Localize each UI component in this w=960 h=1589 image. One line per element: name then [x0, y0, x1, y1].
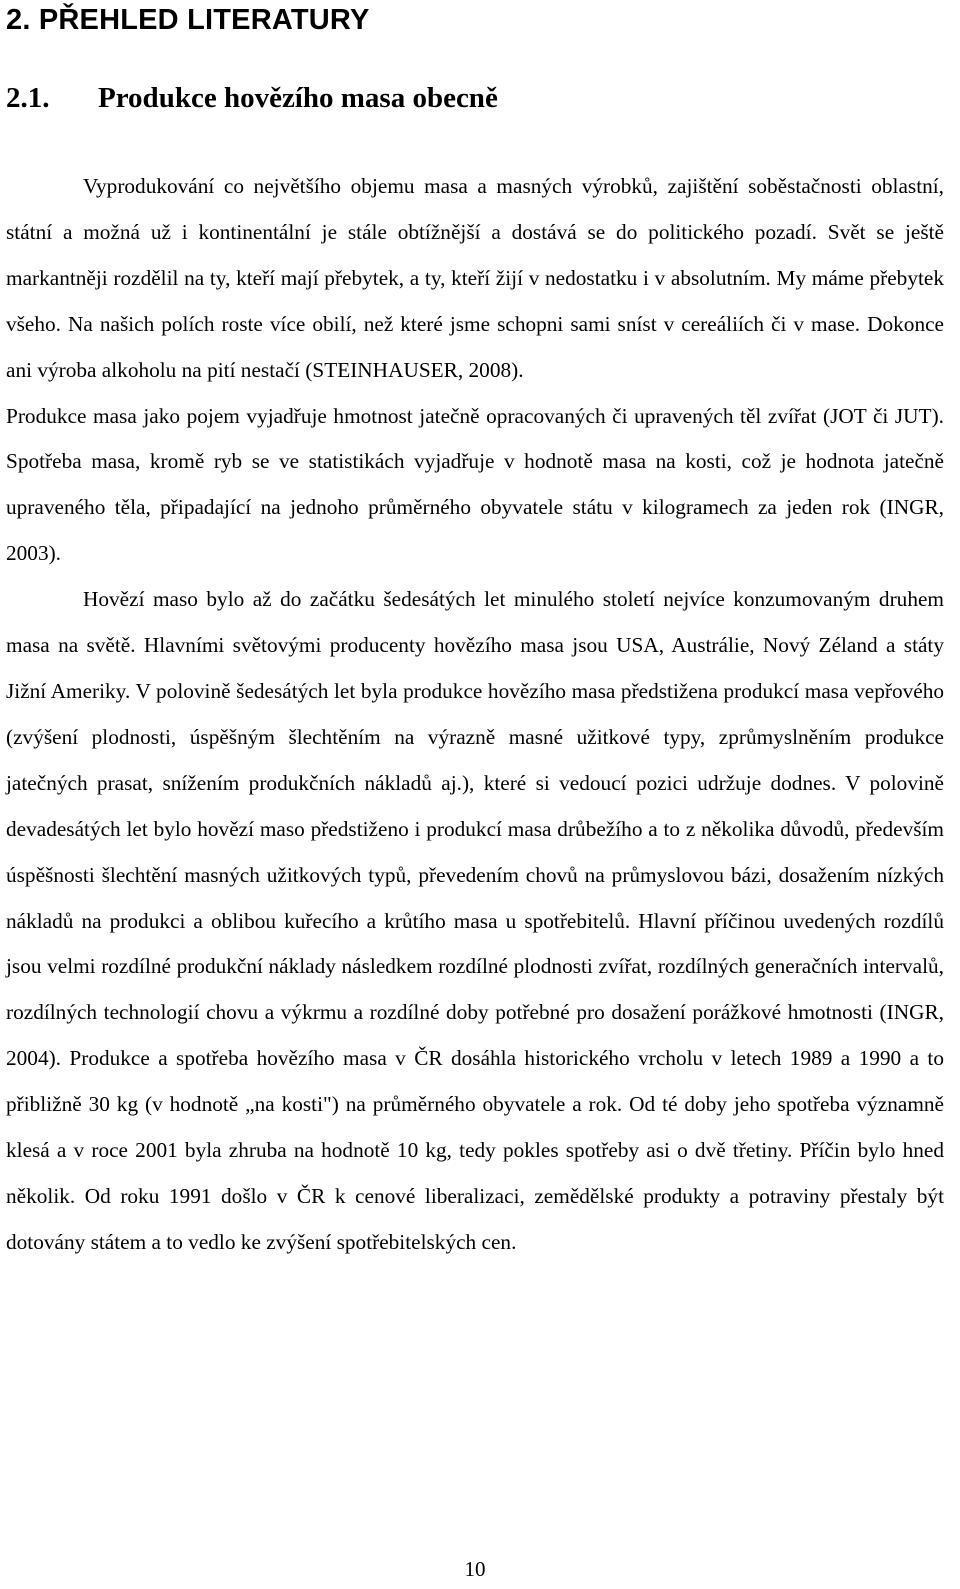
chapter-heading: 2. PŘEHLED LITERATURY: [6, 4, 370, 36]
paragraph-beef-history: Hovězí maso bylo až do začátku šedesátých let minulého století nejvíce konzumovaným druhem masa na světě. Hlavními světovými producenty hovězího masa jsou USA, Austrálie, Nový Zéland a státy Jižní Ameriky. V polovině šedesátých let byla produkce hovězího masa předstižena produkcí masa vepřového (zvýšení plodnosti, úspěšným šlechtěním na výrazně masné užitkové typy, zprůmyslněním produkce jatečných prasat, snížením produkčních nákladů aj.), které si vedoucí pozici udržuje dodnes. V polovině devadesátých let bylo hovězí maso předstiženo i produkcí masa drůbežího a to z několika důvodů, především úspěšnosti šlechtění masných užitkových typů, převedením chovů na průmyslovou bázi, dosažením nízkých nákladů na produkci a oblibou kuřecího a krůtího masa u spotřebitelů. Hlavní příčinou uvedených rozdílů jsou velmi rozdílné produkční náklady následkem rozdílné plodnosti zvířat, rozdílných generačních intervalů, rozdílných technologií chovu a výkrmu a rozdílné doby potřebné pro dosažení porážkové hmotnosti (INGR, 2004). Produkce a spotřeba hovězího masa v ČR dosáhla historického vrcholu v letech 1989 a 1990 a to přibližně 30 kg (v hodnotě „na kosti") na průměrného obyvatele a rok. Od té doby jeho spotřeba významně klesá a v roce 2001 byla zhruba na hodnotě 10 kg, tedy pokles spotřeby asi o dvě třetiny. Příčin bylo hned několik. Od roku 1991 došlo v ČR k cenové liberalizaci, zemědělské produkty a potraviny přestaly být dotovány státem a to vedlo ke zvýšení spotřebitelských cen.: [6, 587, 944, 1254]
paragraph-meat-production-definition: Produkce masa jako pojem vyjadřuje hmotnost jatečně opracovaných či upravených těl zvířat (JOT či JUT). Spotřeba masa, kromě ryb se ve statistikách vyjadřuje v hodnotě masa na kosti, což je hodnota jatečně upraveného těla, připadající na jednoho průměrného obyvatele státu v kilogramech za jeden rok (INGR, 2003).: [6, 403, 944, 566]
section-number: 2.1.: [6, 82, 50, 114]
section-title: Produkce hovězího masa obecně: [98, 82, 498, 114]
paragraph-intro: Vyprodukování co největšího objemu masa a masných výrobků, zajištění soběstačnosti oblastní, státní a možná už i kontinentální je stále obtížnější a dostává se do politického pozadí. Svět se ještě markantněji rozdělil na ty, kteří mají přebytek, a ty, kteří žijí v nedostatku i v absolutním. My máme přebytek všeho. Na našich polích roste více obilí, než které jsme schopni sami sníst v cereáliích či v mase. Dokonce ani výroba alkoholu na pití nestačí (STEINHAUSER, 2008).: [6, 174, 944, 382]
section-heading: [6, 78, 498, 118]
page-number: 10: [464, 1557, 486, 1581]
body-text: [6, 164, 944, 1266]
